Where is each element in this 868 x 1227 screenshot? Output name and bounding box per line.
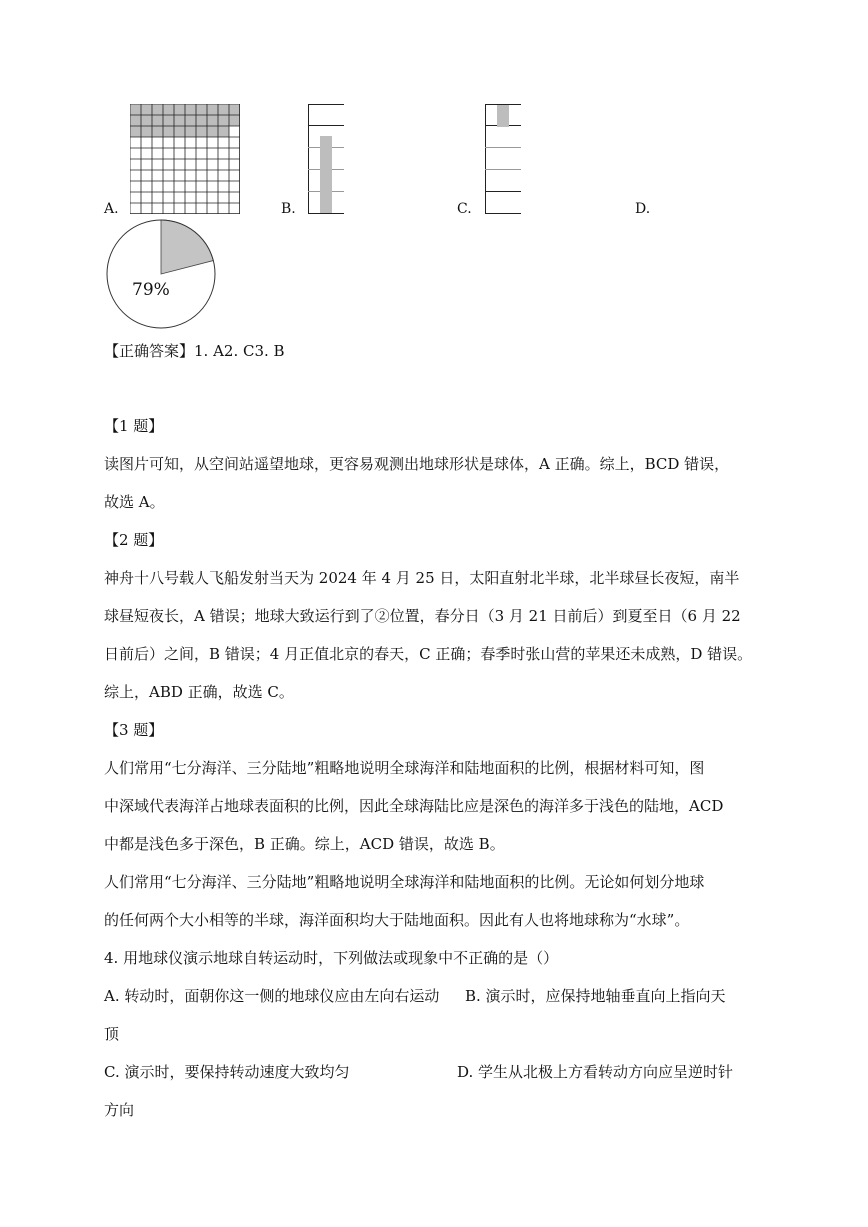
- q4-option-d: D. 学生从北极上方看转动方向应呈逆时针: [457, 1063, 734, 1081]
- pie-shaded-slice: [161, 220, 213, 274]
- grid-shaded-cell: [229, 115, 240, 126]
- q4-option-c: C. 演示时，要保持转动速度大致均匀: [104, 1063, 350, 1081]
- grid-shaded-cell: [196, 115, 207, 126]
- grid-shaded-cell: [130, 104, 141, 115]
- q2-line: 球昼短夜长，A 错误；地球大致运行到了②位置，春分日（3 月 21 日前后）到夏至日（6 月 22: [104, 607, 741, 625]
- q3-line: 人们常用“七分海洋、三分陆地”粗略地说明全球海洋和陆地面积的比例，根据材料可知，图: [104, 759, 705, 777]
- option-d-label: D.: [635, 201, 651, 217]
- q3-line: 中深域代表海洋占地球表面积的比例，因此全球海陆比应是深色的海洋多于浅色的陆地，ACD: [104, 797, 724, 815]
- q2-header: 【2 题】: [104, 531, 164, 549]
- grid-shaded-cell: [207, 104, 218, 115]
- pie-percent-label: 79%: [132, 280, 170, 300]
- q1-line: 读图片可知，从空间站遥望地球，更容易观测出地球形状是球体，A 正确。综上，BCD 错误，: [104, 455, 730, 473]
- grid-shaded-cell: [185, 104, 196, 115]
- grid-shaded-cell: [130, 126, 141, 137]
- bar-c-shaded-area: [497, 105, 509, 127]
- q3-line: 中都是浅色多于深色，B 正确。综上，ACD 错误，故选 B。: [104, 835, 505, 853]
- grid-shaded-cell: [152, 126, 163, 137]
- grid-shaded-cell: [196, 104, 207, 115]
- grid-shaded-cell: [218, 115, 229, 126]
- option-c-label: C.: [457, 201, 472, 217]
- grid-figure-a-svg: [130, 104, 240, 214]
- option-a-label: A.: [104, 201, 119, 217]
- q2-line: 神舟十八号载人飞船发射当天为 2024 年 4 月 25 日，太阳直射北半球，北半球昼长夜短，南半: [104, 569, 740, 587]
- q2-line: 日前后）之间，B 错误；4 月正值北京的春天，C 正确；春季时张山营的苹果还未成熟，D 错误。: [104, 645, 753, 663]
- q4-option-b: B. 演示时，应保持地轴垂直向上指向天: [465, 987, 726, 1005]
- option-b-label: B.: [281, 201, 296, 217]
- grid-shaded-cell: [174, 126, 185, 137]
- grid-shaded-cell: [207, 115, 218, 126]
- grid-shaded-cell: [163, 104, 174, 115]
- grid-shaded-cell: [130, 115, 141, 126]
- q4-option-d-continued: 方向: [104, 1101, 135, 1119]
- grid-shaded-cell: [229, 104, 240, 115]
- grid-shaded-cell: [174, 115, 185, 126]
- q4-option-a: A. 转动时，面朝你这一侧的地球仪应由左向右运动: [104, 987, 440, 1005]
- bar-b-shaded-area: [320, 136, 332, 213]
- pie-figure-d: [104, 218, 218, 330]
- grid-figure-a: [130, 104, 240, 214]
- q4-option-b-continued: 顶: [104, 1025, 120, 1043]
- grid-shaded-cell: [218, 104, 229, 115]
- grid-shaded-cell: [163, 115, 174, 126]
- grid-shaded-cell: [141, 104, 152, 115]
- grid-shaded-cell: [196, 126, 207, 137]
- q3-header: 【3 题】: [104, 721, 164, 739]
- grid-shaded-cell: [141, 115, 152, 126]
- q2-line: 综上，ABD 正确，故选 C。: [104, 683, 294, 701]
- q1-line: 故选 A。: [104, 493, 165, 511]
- q3-line: 人们常用“七分海洋、三分陆地”粗略地说明全球海洋和陆地面积的比例。无论如何划分地球: [104, 873, 705, 891]
- q3-line: 的任何两个大小相等的半球，海洋面积均大于陆地面积。因此有人也将地球称为“水球”。: [104, 911, 690, 929]
- grid-shaded-cell: [185, 115, 196, 126]
- grid-shaded-cell: [163, 126, 174, 137]
- grid-shaded-cell: [207, 126, 218, 137]
- q1-header: 【1 题】: [104, 417, 164, 435]
- grid-shaded-cell: [174, 104, 185, 115]
- grid-shaded-cell: [141, 126, 152, 137]
- answer-line: 【正确答案】1. A2. C3. B: [104, 342, 285, 360]
- grid-shaded-cell: [152, 115, 163, 126]
- pie-figure-d-svg: [104, 218, 218, 330]
- q4-stem: 4. 用地球仪演示地球自转运动时，下列做法或现象中不正确的是（）: [104, 949, 559, 967]
- grid-shaded-cell: [218, 126, 229, 137]
- grid-shaded-cell: [152, 104, 163, 115]
- grid-shaded-cell: [185, 126, 196, 137]
